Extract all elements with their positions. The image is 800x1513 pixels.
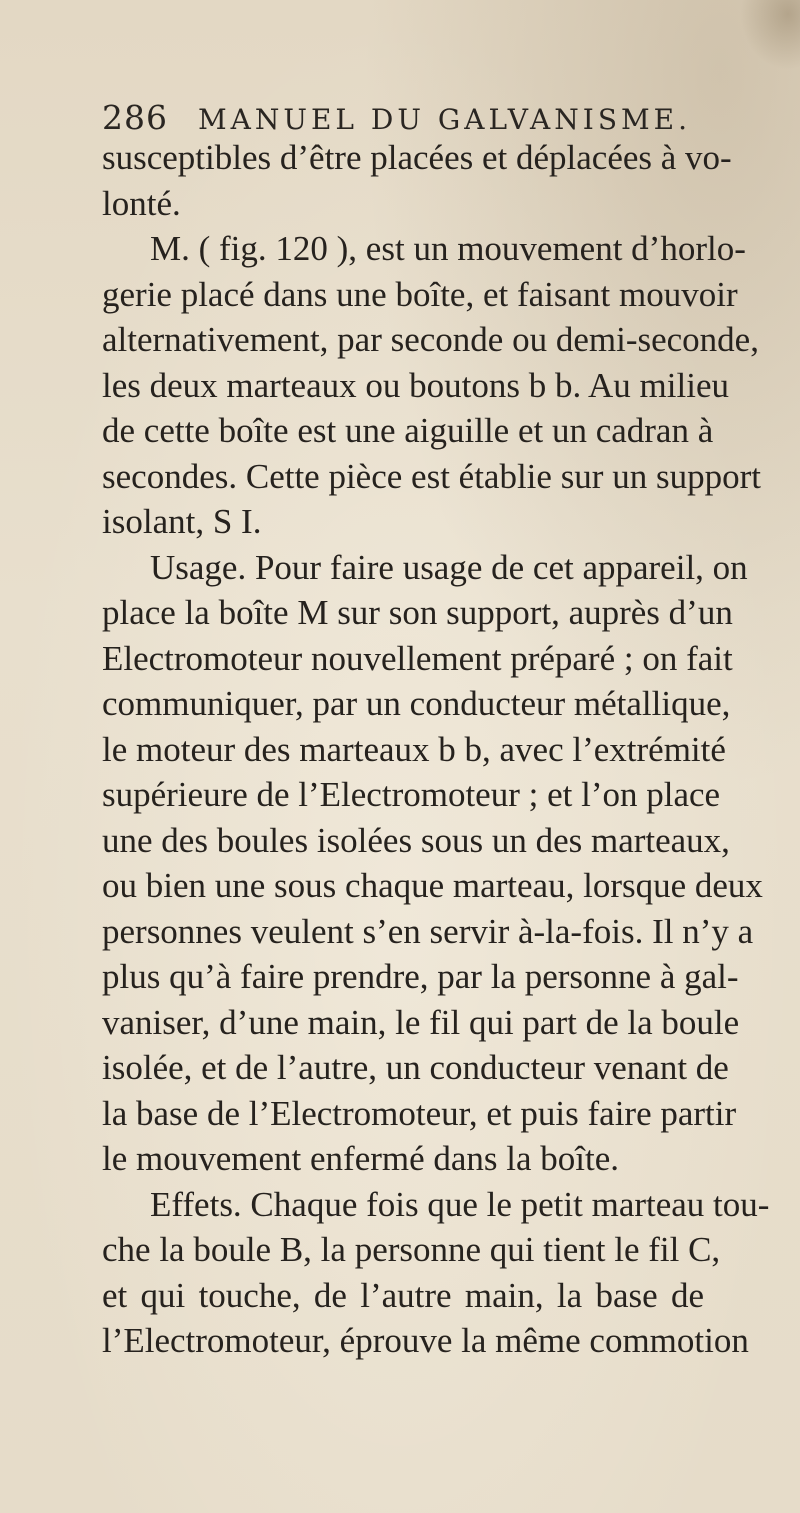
page-header	[102, 98, 691, 137]
text-line: Effets. Chaque fois que le petit marteau tou-	[150, 1184, 770, 1224]
text-line: plus qu’à faire prendre, par la personne à gal-	[102, 957, 739, 996]
text-line: gerie placé dans une boîte, et faisant mouvoir	[102, 274, 738, 314]
body-text	[102, 135, 770, 1364]
text-line: lonté.	[102, 183, 181, 223]
text-line: communiquer, par un conducteur métallique,	[102, 684, 731, 723]
text-line: alternativement, par seconde ou demi-seconde,	[102, 320, 759, 359]
text-line: vaniser, d’une main, le fil qui part de la boule	[102, 1002, 740, 1042]
text-line: les deux marteaux ou boutons b b. Au milieu	[102, 365, 729, 405]
text-line: isolée, et de l’autre, un conducteur venant de	[102, 1048, 729, 1087]
text-line: isolant, S I.	[102, 502, 262, 541]
running-head: MANUEL DU GALVANISME.	[198, 103, 692, 136]
page-number: 286	[102, 98, 168, 137]
text-line: le mouvement enfermé dans la boîte.	[102, 1139, 620, 1178]
text-line: la base de l’Electromoteur, et puis faire partir	[102, 1093, 737, 1133]
text-line: le moteur des marteaux b b, avec l’extrémité	[102, 729, 726, 769]
page-stain	[740, 0, 800, 70]
text-line: susceptibles d’être placées et déplacées à vo-	[102, 138, 732, 177]
text-line: M. ( fig. 120 ), est un mouvement d’horlo-	[150, 229, 746, 268]
text-line: ou bien une sous chaque marteau, lorsque deux	[102, 866, 763, 905]
text-line: place la boîte M sur son support, auprès d’un	[102, 593, 733, 632]
text-line: de cette boîte est une aiguille et un cadran à	[102, 411, 714, 450]
text-line: che la boule B, la personne qui tient le fil C,	[102, 1230, 721, 1269]
text-line: l’Electromoteur, éprouve la même commotion	[102, 1321, 749, 1360]
text-line: Electromoteur nouvellement préparé ; on fait	[102, 638, 733, 678]
text-line: supérieure de l’Electromoteur ; et l’on place	[102, 775, 721, 814]
text-line: personnes veulent s’en servir à-la-fois. Il n’y a	[102, 911, 754, 951]
text-line: secondes. Cette pièce est établie sur un support	[102, 456, 761, 496]
text-line: une des boules isolées sous un des marteaux,	[102, 820, 730, 860]
text-line: et qui touche, de l’autre main, la base de	[102, 1275, 704, 1315]
text-line: Usage. Pour faire usage de cet appareil, on	[150, 547, 748, 587]
